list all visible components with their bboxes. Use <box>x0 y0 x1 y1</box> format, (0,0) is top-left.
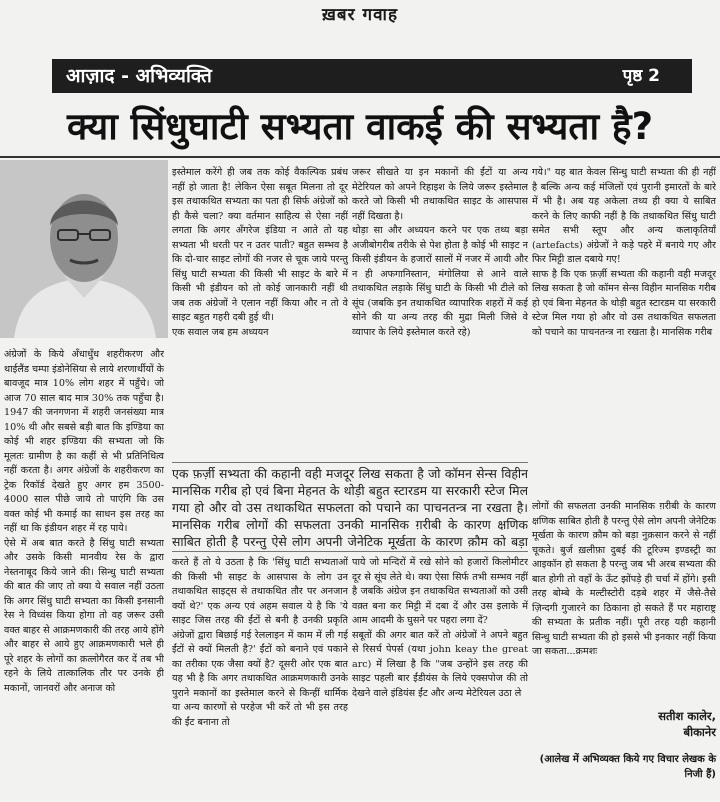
article-column-1-text: अंग्रेजों के किये अँधाधुँध शहरीकरण और थाईलैंड चम्पा इंडोनेसिया से लाये शरणार्थीयों के बावजूद मात्र 10% लोग शहर में पहुँचे। जो आज 70 साल बाद मात्र 30% तक पहुँचा है। 1947 की जनगणना में शहरी जनसंख्या मात्र 10% थी और सबसे बड़ी बात कि इण्डिया का कोई भी शहर इण्डिया की सभ्यता जो कि मूलतः ग्रामीण है का कहीं से भी प्रतिनिधित्व नहीं करता है। अगर अंग्रेजों के शहरीकरण का ट्रेक रिकॉर्ड देखते हुए अगर हम 3500-4000 साल पीछे जाये तो पाएंगि कि उस वक्त कोई भी कमाई का साधन इस तरह का नहीं था कि इंडीयन शहर में रह पाये। ऐसे में अब बात करते है सिंधु घाटी सभ्यता और उसके किसी मानवीय रेस के द्वारा नेस्तनाबूद किये जाने की। सिन्धु घाटी सभ्यता की बात की जाए तो क्या ये सवाल नहीं उठता कि अगर सिंधु घाटी सभ्यता का किसी इनसानी रेस ने विध्वंस किया होगा तो वह जरूर उसी वक्त बाहर से आक्रमणकारी की तरह आये होंगे और बाहर से आये हुए आक्रमणकारी भले ही पूरे शहर के लोगों का क़त्लोगैरत कर दें तब भी रहने के लिये तात्कालिक तौर पर उनके ही मकानों, जानवरों और अनाज को <box>4 349 164 694</box>
article-column-3-lower <box>352 556 528 800</box>
masthead <box>0 0 720 30</box>
article-column-3-lower-text: पाये जो मन्दिरों में रखे सोने को हजारों किलोमीटर दूर से सूंघ लेते थे। क्या ऐसा सिर्फ तभी सम्भव नहीं है जबकि अंग्रेज इन तथाकथित सभ्यताओं को उसी वक़्त बना कर मिट्टी में दबा दें और उस इलाके में आम आदमी के घुसने पर पहरा लगा दें? सबूतों की अगर बात करें तो अंग्रेजों ने अपने बहुत से रिसर्च पेपर्स (यथा john keay the great arc) में लिखा है कि "जब उन्होंने इस तरह की साइट पहली बार ईंडीयंस के लिये एक्सपोज की तो देखने वाले इंडियंस ईंट और अन्य मेटेरियल उठा ले <box>352 557 528 699</box>
article-column-2-text: इस्तेमाल करेंगे ही जब तक कोई वैकल्पिक प्रबंध नहीं हो जाता है! लेकिन ऐसा सबूत मिलना तो दूर इस तथाकथित सभ्यता का पता ही सिर्फ अंग्रेजों को ही कैसे चला? क्या वर्तमान साहित्य से ऐसा नहीं लगता कि अगर अँगरेज इंडिया न आते तो यह सभ्यता भी धरती पर न उतर पाती? बहुत सम्भव है कि दो-चार साइट लोगों की नजर से चूक जाये परन्तु सिंधु घाटी सभ्यता की किसी भी साइट के बारे में किसी भी इंडीयन को तो कोई जानकारी नहीं थी जब तक अंग्रेजों ने एलान नहीं किया और न तो वे साइट बहुत गहरी दबी हुई थी। एक सवाल जब हम अध्ययन <box>172 167 348 338</box>
article-column-2-lower-text: करते हैं तो ये उठता है कि 'सिंधु घाटी सभ्यताओं की किसी भी साइट के आसपास के लोग उन तथाकथित साइट्स से तथाकथित तौर पर अनजान क्यों थे?' एक अन्य एवं अहम सवाल ये है कि 'ये साइट जिस तरह की ईंटों से बनी है उनकी प्रकृति अंग्रेजों द्वारा बिछाई गई रेललाइन में काम में ली गई ईंटों से क्यों मिलती है?' ईंटों को बनाने एवं पकाने का तरीका एक जैसा क्यों है? दूसरी ओर एक बात यह भी है कि अगर तथाकथित आक्रमणकारी उनके पुराने मकानों का इस्तेमाल करने से किन्हीं धार्मिक या अन्य कारणों से परहेज भी करें तो भी इस तरह की ईंट बनाना तो <box>172 557 348 728</box>
pull-quote <box>172 462 528 552</box>
article-column-4 <box>532 166 716 496</box>
article-column-3 <box>352 166 528 460</box>
author-photo-image <box>0 160 168 338</box>
page-number: पृष्ठ 2 <box>622 66 660 86</box>
article-column-1 <box>4 348 164 800</box>
article-column-4-lower <box>532 500 716 660</box>
author-name: सतीश कालेर, <box>658 709 716 723</box>
author-byline <box>532 708 716 740</box>
section-band <box>52 59 692 93</box>
article-column-4-lower-text: लोगों की सफलता उनकी मानसिक ग़रीबी के कारण क्षणिक साबित होती है परन्तु ऐसे लोग अपनी जेनेटिक मूर्खता के कारण क़ौम को बड़ा नुक़सान करने से नहीं चूकते। बुर्ज ख़लीफ़ा दुबई की टूरिज्म इण्डस्ट्री का आइकॉन हो सकता है परन्तु जब भी अरब सभ्यता की बात होगी तो वहाँ के ऊँट झोंपड़े ही चर्चा में होंगे। इसी तरह बोम्बे के मल्टीस्टोरी दड़बे शहर में जैसे-तैसे ज़िन्दगी गुजारने का ठिकाना हो सकते हैं पर महाराष्ट्र की सभ्यता के प्रतीक नहीं। पूरी तरह यही कहानी सिन्धु घाटी सभ्यता की हो इससे भी इनकार नहीं किया जा सकता...क्रमशः <box>532 501 716 657</box>
headline-rule <box>0 156 720 158</box>
article-column-2-lower <box>172 556 348 800</box>
author-place: बीकानेर <box>683 725 716 739</box>
masthead-title: ख़बर गवाह <box>322 5 398 25</box>
pull-quote-text: एक फ़र्ज़ी सभ्यता की कहानी वही मजदूर लिख सकता है जो कॉमन सेन्स विहीन मानसिक गरीब हो एवं बिना मेहनत के थोड़ी बहुत स्टारडम या सरकारी स्टेज मिल गया हो और वो उस तथाकथित सफलता को पचाने का पाचनतन्त्र ना रखता है। मानसिक गरीब लोगों की सफलता उनकी मानसिक ग़रीबी के कारण क्षणिक साबित होती है परन्तु ऐसे लोग अपनी जेनेटिक मूर्खता के कारण क़ौम को बड़ा <box>172 466 528 549</box>
opinion-disclaimer: (आलेख में अभिव्यक्त किये गए विचार लेखक के निजी हैं) <box>539 754 716 780</box>
article-column-2 <box>172 166 348 460</box>
article-column-4-text: गये।" यह बात केवल सिन्धु घाटी सभ्यता की ही नहीं है बल्कि अन्य कई मंजिलों एवं पुरानी इमारतों के बारे में भी है। अब यह अकेला तथ्य ही क्या ये साबित करने के लिए काफी नहीं है कि तथाकथित सिंधु घाटी समेत सभी स्तूप और अन्य कलाकृतियाँ (artefacts) अंग्रेजों ने कड़े पहरे में बनाये गए और फिर मिट्टी डाल दबाये गए! साफ है कि एक फ़र्ज़ी सभ्यता की कहानी वही मजदूर लिख सकता है जो कॉमन सेन्स विहीन मानसिक गरीब हो एवं बिना मेहनत के थोड़ी बहुत स्टारडम या सरकारी स्टेज मिल गया हो और वो उस तथाकथित सफलता को पचाने का पाचनतन्त्र ना रखता है। मानसिक गरीब <box>532 167 716 338</box>
article-column-3-text: जरूर सीखते या इन मकानों की ईंटों या अन्य मेटेरियल को अपने रिहाइश के लिये जरूर इस्तेमाल करते जो किसी भी तथाकथित साइट के आसपास नहीं दिखता है। थोड़ा सा और अध्ययन करने पर एक तथ्य बड़ा अजीबोगरीब तरीके से पेश होता है कोई भी साइट न किसी इंडीयन के हजारों सालों में नजर में आयी और न ही अफगानिस्तान, मंगोलिया से आने वाले तथाकथित लड़ाके सिंधु घाटी के किसी भी टीले को सूंघ (जबकि इन तथाकथित व्यापारिक शहरों में कई सोने की या अन्य तरह की मुद्रा मिली जिसे वे व्यापार के लिये इस्तेमाल करते रहे) <box>352 167 528 338</box>
article-headline: क्या सिंधुघाटी सभ्यता वाकई की सभ्यता है? <box>66 105 654 148</box>
section-name: आज़ाद - अभिव्यक्ति <box>66 65 212 87</box>
author-photo <box>0 160 168 338</box>
